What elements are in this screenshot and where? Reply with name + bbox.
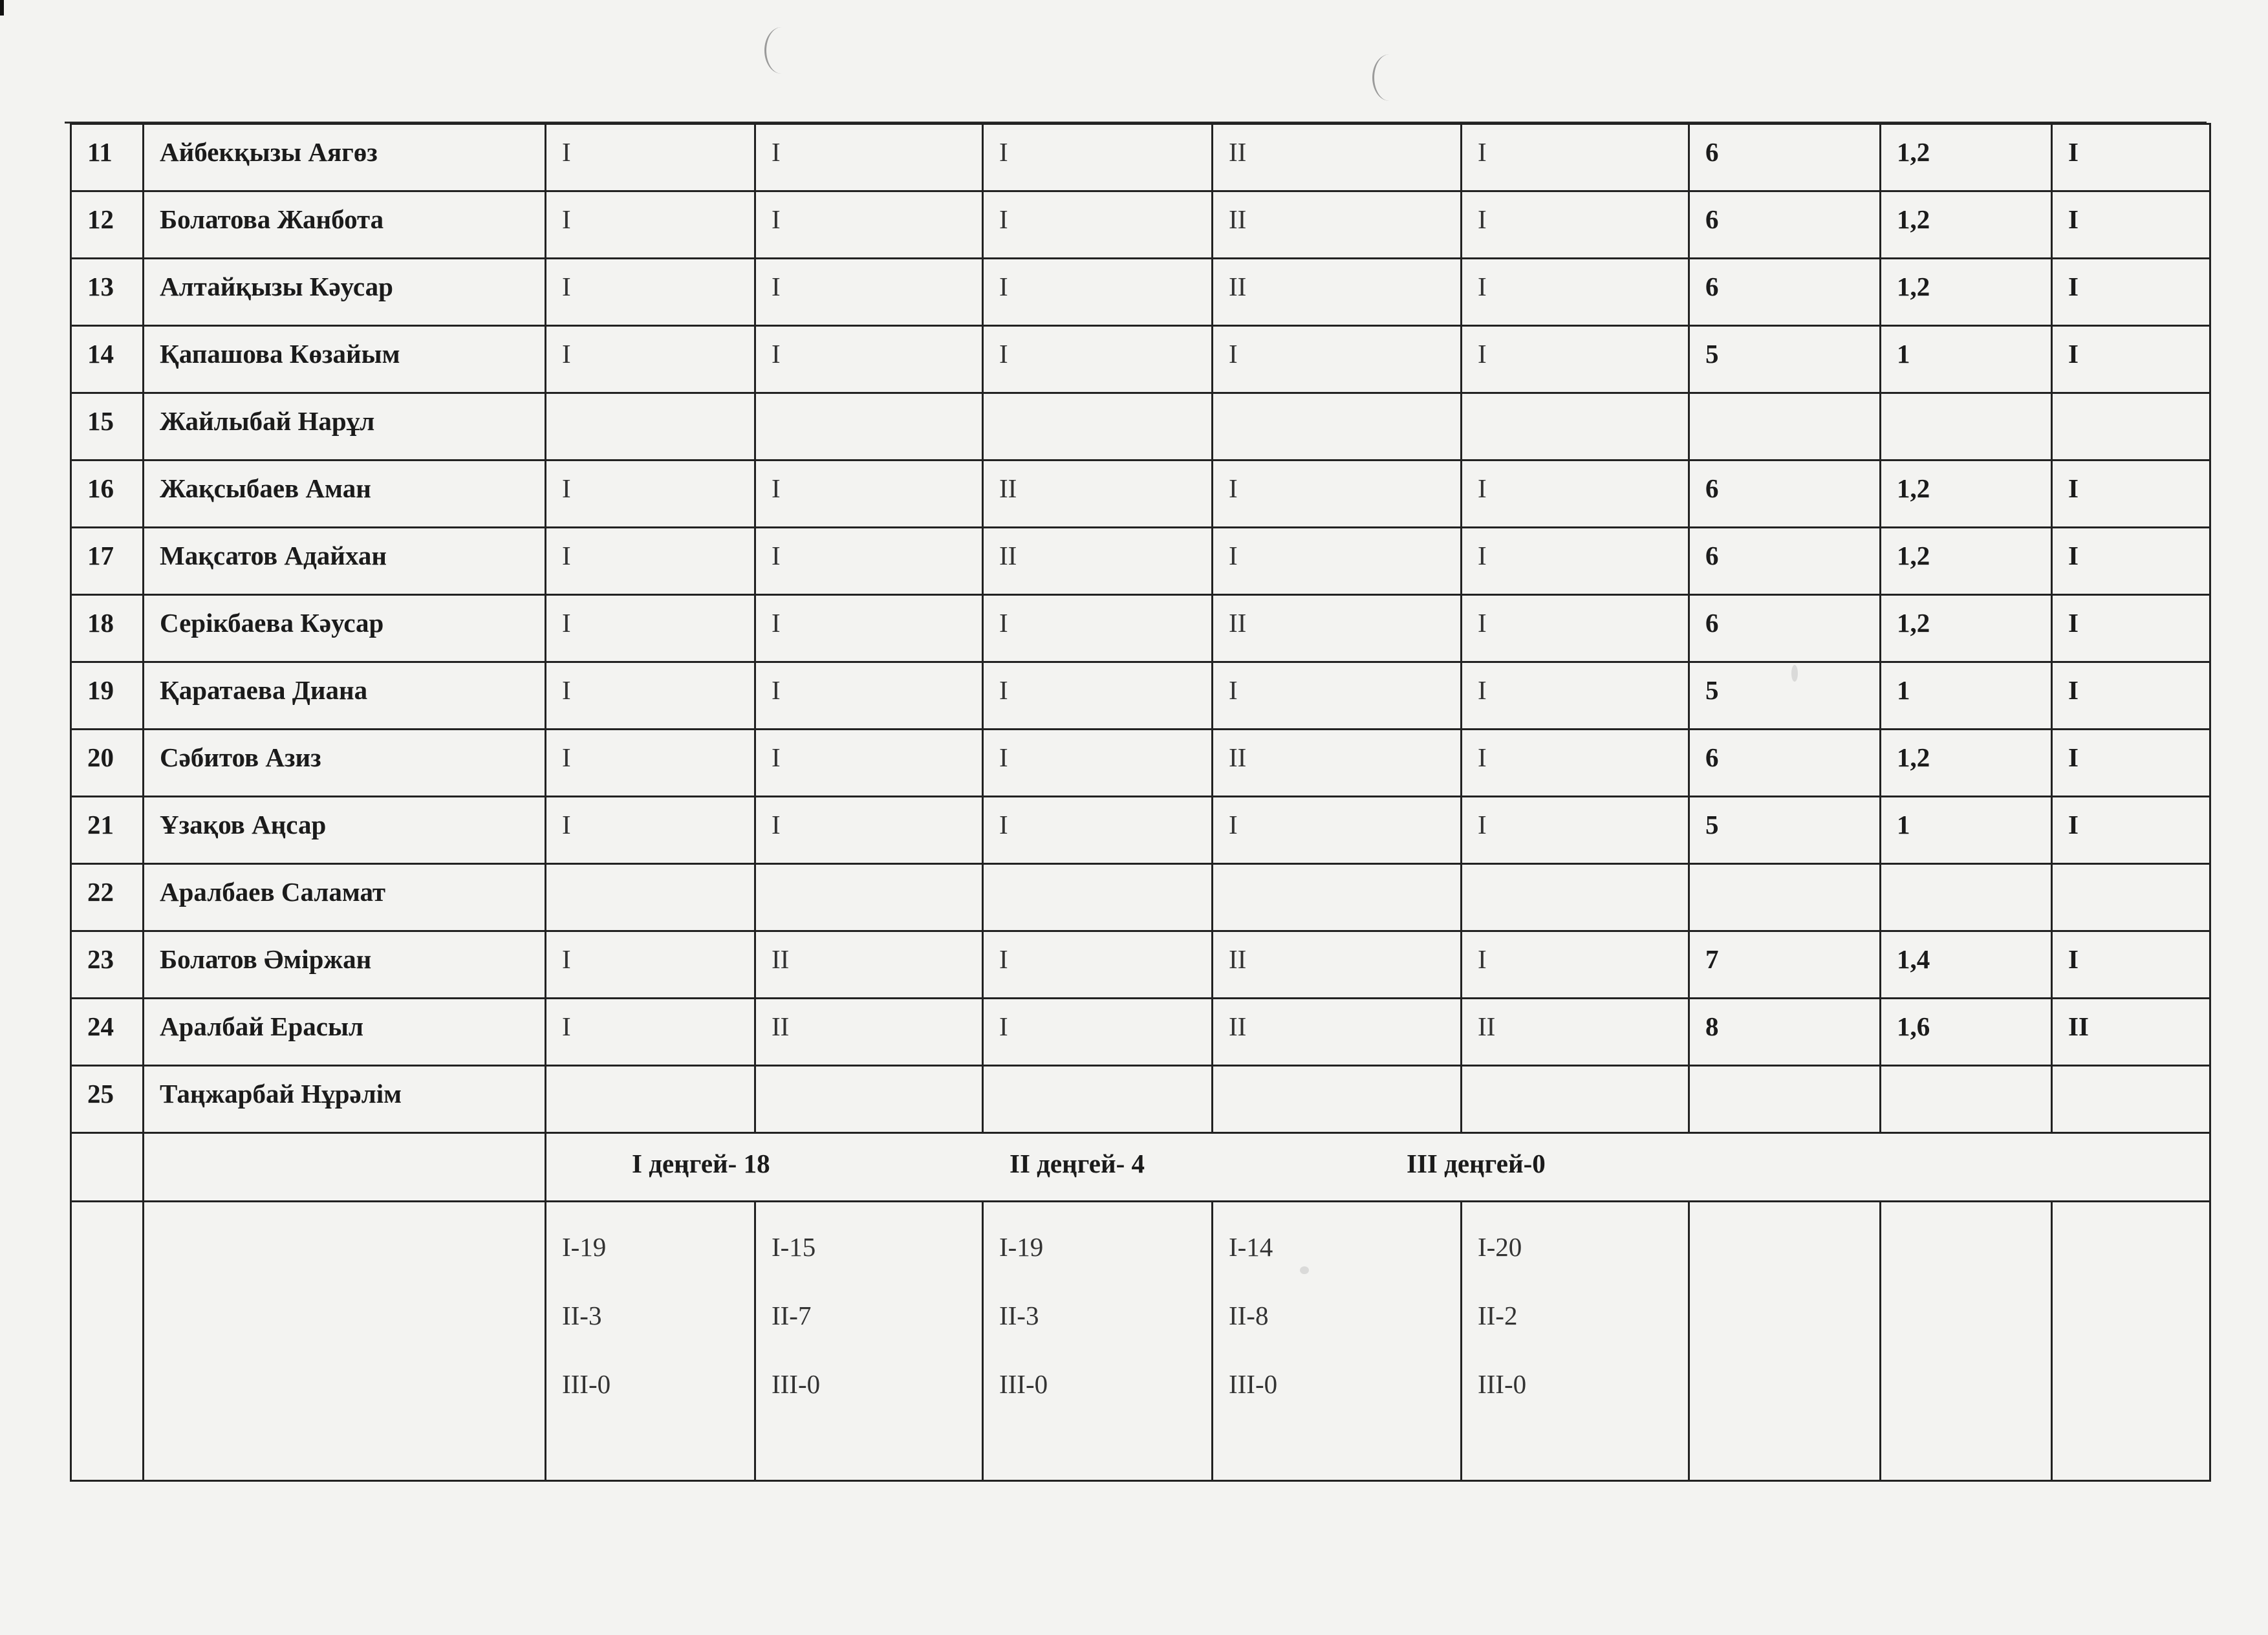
assessment-mark	[755, 1066, 983, 1133]
table-row	[71, 326, 2210, 393]
table-row	[71, 931, 2210, 999]
level-count-level3: III деңгей-0	[1407, 1149, 1546, 1178]
total-score: 5	[1689, 797, 1881, 864]
table-row	[71, 191, 2210, 259]
assessment-mark	[1462, 1066, 1689, 1133]
assessment-mark: II	[1213, 191, 1462, 259]
total-score	[1689, 864, 1881, 931]
assessment-mark: I	[1462, 595, 1689, 662]
student-name: Аралбай Ерасыл	[144, 999, 546, 1066]
assessment-mark: I	[755, 797, 983, 864]
assessment-mark: II	[1462, 999, 1689, 1066]
assessment-mark: I	[546, 124, 755, 191]
student-name: Ұзақов Аңсар	[144, 797, 546, 864]
row-number: 17	[71, 528, 144, 595]
total-score: 6	[1689, 191, 1881, 259]
table-row	[71, 528, 2210, 595]
assessment-mark: I	[983, 999, 1213, 1066]
level-count-level2: II деңгей- 4	[1010, 1149, 1145, 1178]
average-score: 1,2	[1881, 460, 2052, 528]
assessment-mark: I	[1213, 797, 1462, 864]
level-result: I	[2052, 326, 2210, 393]
distribution-line: III-0	[1478, 1369, 1527, 1399]
assessment-mark: I	[1462, 730, 1689, 797]
assessment-mark: I	[1462, 326, 1689, 393]
assessment-mark	[546, 864, 755, 931]
student-name: Сәбитов Азиз	[144, 730, 546, 797]
total-score	[1689, 1066, 1881, 1133]
assessment-mark	[755, 393, 983, 460]
assessment-mark: I	[1213, 528, 1462, 595]
average-score: 1,2	[1881, 528, 2052, 595]
student-name: Қапашова Көзайым	[144, 326, 546, 393]
total-score: 6	[1689, 730, 1881, 797]
level-summary-row	[71, 1133, 2210, 1202]
total-score: 8	[1689, 999, 1881, 1066]
row-number: 19	[71, 662, 144, 730]
assessment-mark: I	[983, 326, 1213, 393]
row-number: 24	[71, 999, 144, 1066]
row-number: 21	[71, 797, 144, 864]
student-name: Аралбаев Саламат	[144, 864, 546, 931]
average-score: 1,2	[1881, 730, 2052, 797]
level-result: I	[2052, 595, 2210, 662]
student-name: Жақсыбаев Аман	[144, 460, 546, 528]
scan-smudge	[1300, 1266, 1309, 1274]
assessment-mark: I	[546, 326, 755, 393]
total-score: 6	[1689, 595, 1881, 662]
assessment-mark: II	[755, 931, 983, 999]
average-score: 1,2	[1881, 595, 2052, 662]
assessment-mark: I	[546, 999, 755, 1066]
assessment-mark: I	[983, 931, 1213, 999]
average-score	[1881, 1066, 2052, 1133]
average-score: 1,6	[1881, 999, 2052, 1066]
total-score: 6	[1689, 124, 1881, 191]
average-score: 1	[1881, 797, 2052, 864]
assessment-mark: I	[983, 191, 1213, 259]
table-row	[71, 1066, 2210, 1133]
assessment-mark: I	[1462, 797, 1689, 864]
assessment-mark: I	[1462, 528, 1689, 595]
assessment-mark: I	[1462, 662, 1689, 730]
student-name: Алтайқызы Кәусар	[144, 259, 546, 326]
average-score: 1	[1881, 662, 2052, 730]
student-name: Болатов Әміржан	[144, 931, 546, 999]
distribution-line: I-15	[772, 1232, 816, 1262]
assessment-mark: I	[755, 460, 983, 528]
assessment-mark	[546, 393, 755, 460]
level-result: I	[2052, 730, 2210, 797]
empty-cell	[1689, 1202, 1881, 1481]
total-score	[1689, 393, 1881, 460]
assessment-mark: I	[1462, 124, 1689, 191]
level-result: I	[2052, 460, 2210, 528]
assessment-mark	[1213, 393, 1462, 460]
assessment-mark: II	[1213, 931, 1462, 999]
distribution-cell	[1462, 1202, 1689, 1481]
average-score: 1,2	[1881, 124, 2052, 191]
assessment-mark: I	[546, 662, 755, 730]
distribution-line: III-0	[999, 1369, 1048, 1399]
assessment-mark	[983, 864, 1213, 931]
assessment-mark	[983, 393, 1213, 460]
row-number: 18	[71, 595, 144, 662]
assessment-mark: II	[755, 999, 983, 1066]
assessment-mark: I	[983, 595, 1213, 662]
table-row	[71, 730, 2210, 797]
distribution-line: II-3	[562, 1301, 602, 1330]
student-name: Мақсатов Адайхан	[144, 528, 546, 595]
total-score: 6	[1689, 528, 1881, 595]
average-score: 1	[1881, 326, 2052, 393]
row-number: 15	[71, 393, 144, 460]
level-result: I	[2052, 191, 2210, 259]
level-result	[2052, 864, 2210, 931]
student-name: Болатова Жанбота	[144, 191, 546, 259]
assessment-mark	[1213, 1066, 1462, 1133]
assessment-mark: I	[546, 595, 755, 662]
row-number: 16	[71, 460, 144, 528]
assessment-mark: I	[755, 259, 983, 326]
assessment-mark: I	[546, 191, 755, 259]
row-number: 20	[71, 730, 144, 797]
table-row	[71, 393, 2210, 460]
row-number: 25	[71, 1066, 144, 1133]
assessment-mark: II	[1213, 259, 1462, 326]
table-row	[71, 662, 2210, 730]
assessment-mark: I	[1462, 931, 1689, 999]
assessment-mark: I	[1462, 259, 1689, 326]
assessment-mark	[1462, 864, 1689, 931]
assessment-mark: I	[546, 931, 755, 999]
table-row	[71, 460, 2210, 528]
level-result: I	[2052, 528, 2210, 595]
assessment-mark: I	[983, 259, 1213, 326]
assessment-mark: I	[546, 730, 755, 797]
assessment-mark: I	[983, 730, 1213, 797]
assessment-mark: I	[755, 326, 983, 393]
table-row	[71, 797, 2210, 864]
row-number: 14	[71, 326, 144, 393]
distribution-line: II-8	[1229, 1301, 1269, 1330]
level-result: II	[2052, 999, 2210, 1066]
assessment-mark	[546, 1066, 755, 1133]
assessment-mark: II	[983, 460, 1213, 528]
distribution-line: III-0	[562, 1369, 611, 1399]
row-number: 11	[71, 124, 144, 191]
distribution-cell	[755, 1202, 983, 1481]
assessment-mark: I	[546, 528, 755, 595]
punch-hole-mark	[1372, 54, 1407, 101]
level-result: I	[2052, 797, 2210, 864]
table-row	[71, 124, 2210, 191]
total-score: 6	[1689, 460, 1881, 528]
level-result: I	[2052, 931, 2210, 999]
distribution-line: III-0	[772, 1369, 821, 1399]
row-number: 23	[71, 931, 144, 999]
assessment-mark: II	[1213, 595, 1462, 662]
scan-edge-mark	[0, 0, 4, 16]
distribution-line: I-14	[1229, 1232, 1273, 1262]
total-score: 7	[1689, 931, 1881, 999]
assessment-mark: I	[546, 259, 755, 326]
total-score: 5	[1689, 662, 1881, 730]
distribution-line: II-2	[1478, 1301, 1518, 1330]
table-row	[71, 864, 2210, 931]
student-results-table	[70, 123, 2211, 1482]
assessment-mark: I	[1462, 191, 1689, 259]
student-name: Серікбаева Кәусар	[144, 595, 546, 662]
level-result	[2052, 1066, 2210, 1133]
student-name: Жайлыбай Нарұл	[144, 393, 546, 460]
assessment-mark: I	[983, 124, 1213, 191]
table-row	[71, 595, 2210, 662]
average-score: 1,4	[1881, 931, 2052, 999]
assessment-mark: I	[755, 595, 983, 662]
student-name: Қаратаева Диана	[144, 662, 546, 730]
level-summary-cell	[546, 1133, 2210, 1202]
assessment-mark: I	[983, 797, 1213, 864]
assessment-mark: I	[755, 662, 983, 730]
scan-smudge	[1791, 665, 1798, 682]
level-result: I	[2052, 259, 2210, 326]
distribution-line: I-19	[562, 1232, 607, 1262]
distribution-line: I-19	[999, 1232, 1044, 1262]
total-score: 6	[1689, 259, 1881, 326]
assessment-mark	[1462, 393, 1689, 460]
assessment-mark: I	[983, 662, 1213, 730]
assessment-mark: II	[983, 528, 1213, 595]
empty-cell	[71, 1133, 144, 1202]
level-distribution-row	[71, 1202, 2210, 1481]
assessment-mark: I	[1462, 460, 1689, 528]
distribution-line: II-3	[999, 1301, 1039, 1330]
total-score: 5	[1689, 326, 1881, 393]
distribution-cell	[546, 1202, 755, 1481]
empty-cell	[71, 1202, 144, 1481]
distribution-cell	[983, 1202, 1213, 1481]
assessment-mark	[983, 1066, 1213, 1133]
assessment-mark: I	[546, 797, 755, 864]
empty-cell	[2052, 1202, 2210, 1481]
student-name: Таңжарбай Нұрәлім	[144, 1066, 546, 1133]
assessment-mark: II	[1213, 999, 1462, 1066]
assessment-mark: I	[755, 124, 983, 191]
empty-cell	[144, 1202, 546, 1481]
assessment-mark	[755, 864, 983, 931]
assessment-mark: I	[546, 460, 755, 528]
assessment-mark: I	[1213, 662, 1462, 730]
table-row	[71, 259, 2210, 326]
assessment-mark	[1213, 864, 1462, 931]
empty-cell	[144, 1133, 546, 1202]
assessment-mark: I	[755, 528, 983, 595]
distribution-line: II-7	[772, 1301, 812, 1330]
row-number: 22	[71, 864, 144, 931]
assessment-mark: I	[1213, 326, 1462, 393]
average-score: 1,2	[1881, 191, 2052, 259]
assessment-mark: I	[1213, 460, 1462, 528]
distribution-cell	[1213, 1202, 1462, 1481]
level-count-level1: I деңгей- 18	[632, 1149, 770, 1178]
row-number: 12	[71, 191, 144, 259]
average-score: 1,2	[1881, 259, 2052, 326]
assessment-mark: II	[1213, 124, 1462, 191]
student-name: Айбекқызы Аягөз	[144, 124, 546, 191]
row-number: 13	[71, 259, 144, 326]
average-score	[1881, 393, 2052, 460]
assessment-mark: I	[755, 730, 983, 797]
level-result	[2052, 393, 2210, 460]
assessment-mark: I	[755, 191, 983, 259]
empty-cell	[1881, 1202, 2052, 1481]
distribution-line: I-20	[1478, 1232, 1522, 1262]
assessment-mark: II	[1213, 730, 1462, 797]
punch-hole-mark	[764, 27, 799, 74]
table-row	[71, 999, 2210, 1066]
distribution-line: III-0	[1229, 1369, 1278, 1399]
average-score	[1881, 864, 2052, 931]
level-result: I	[2052, 662, 2210, 730]
level-result: I	[2052, 124, 2210, 191]
